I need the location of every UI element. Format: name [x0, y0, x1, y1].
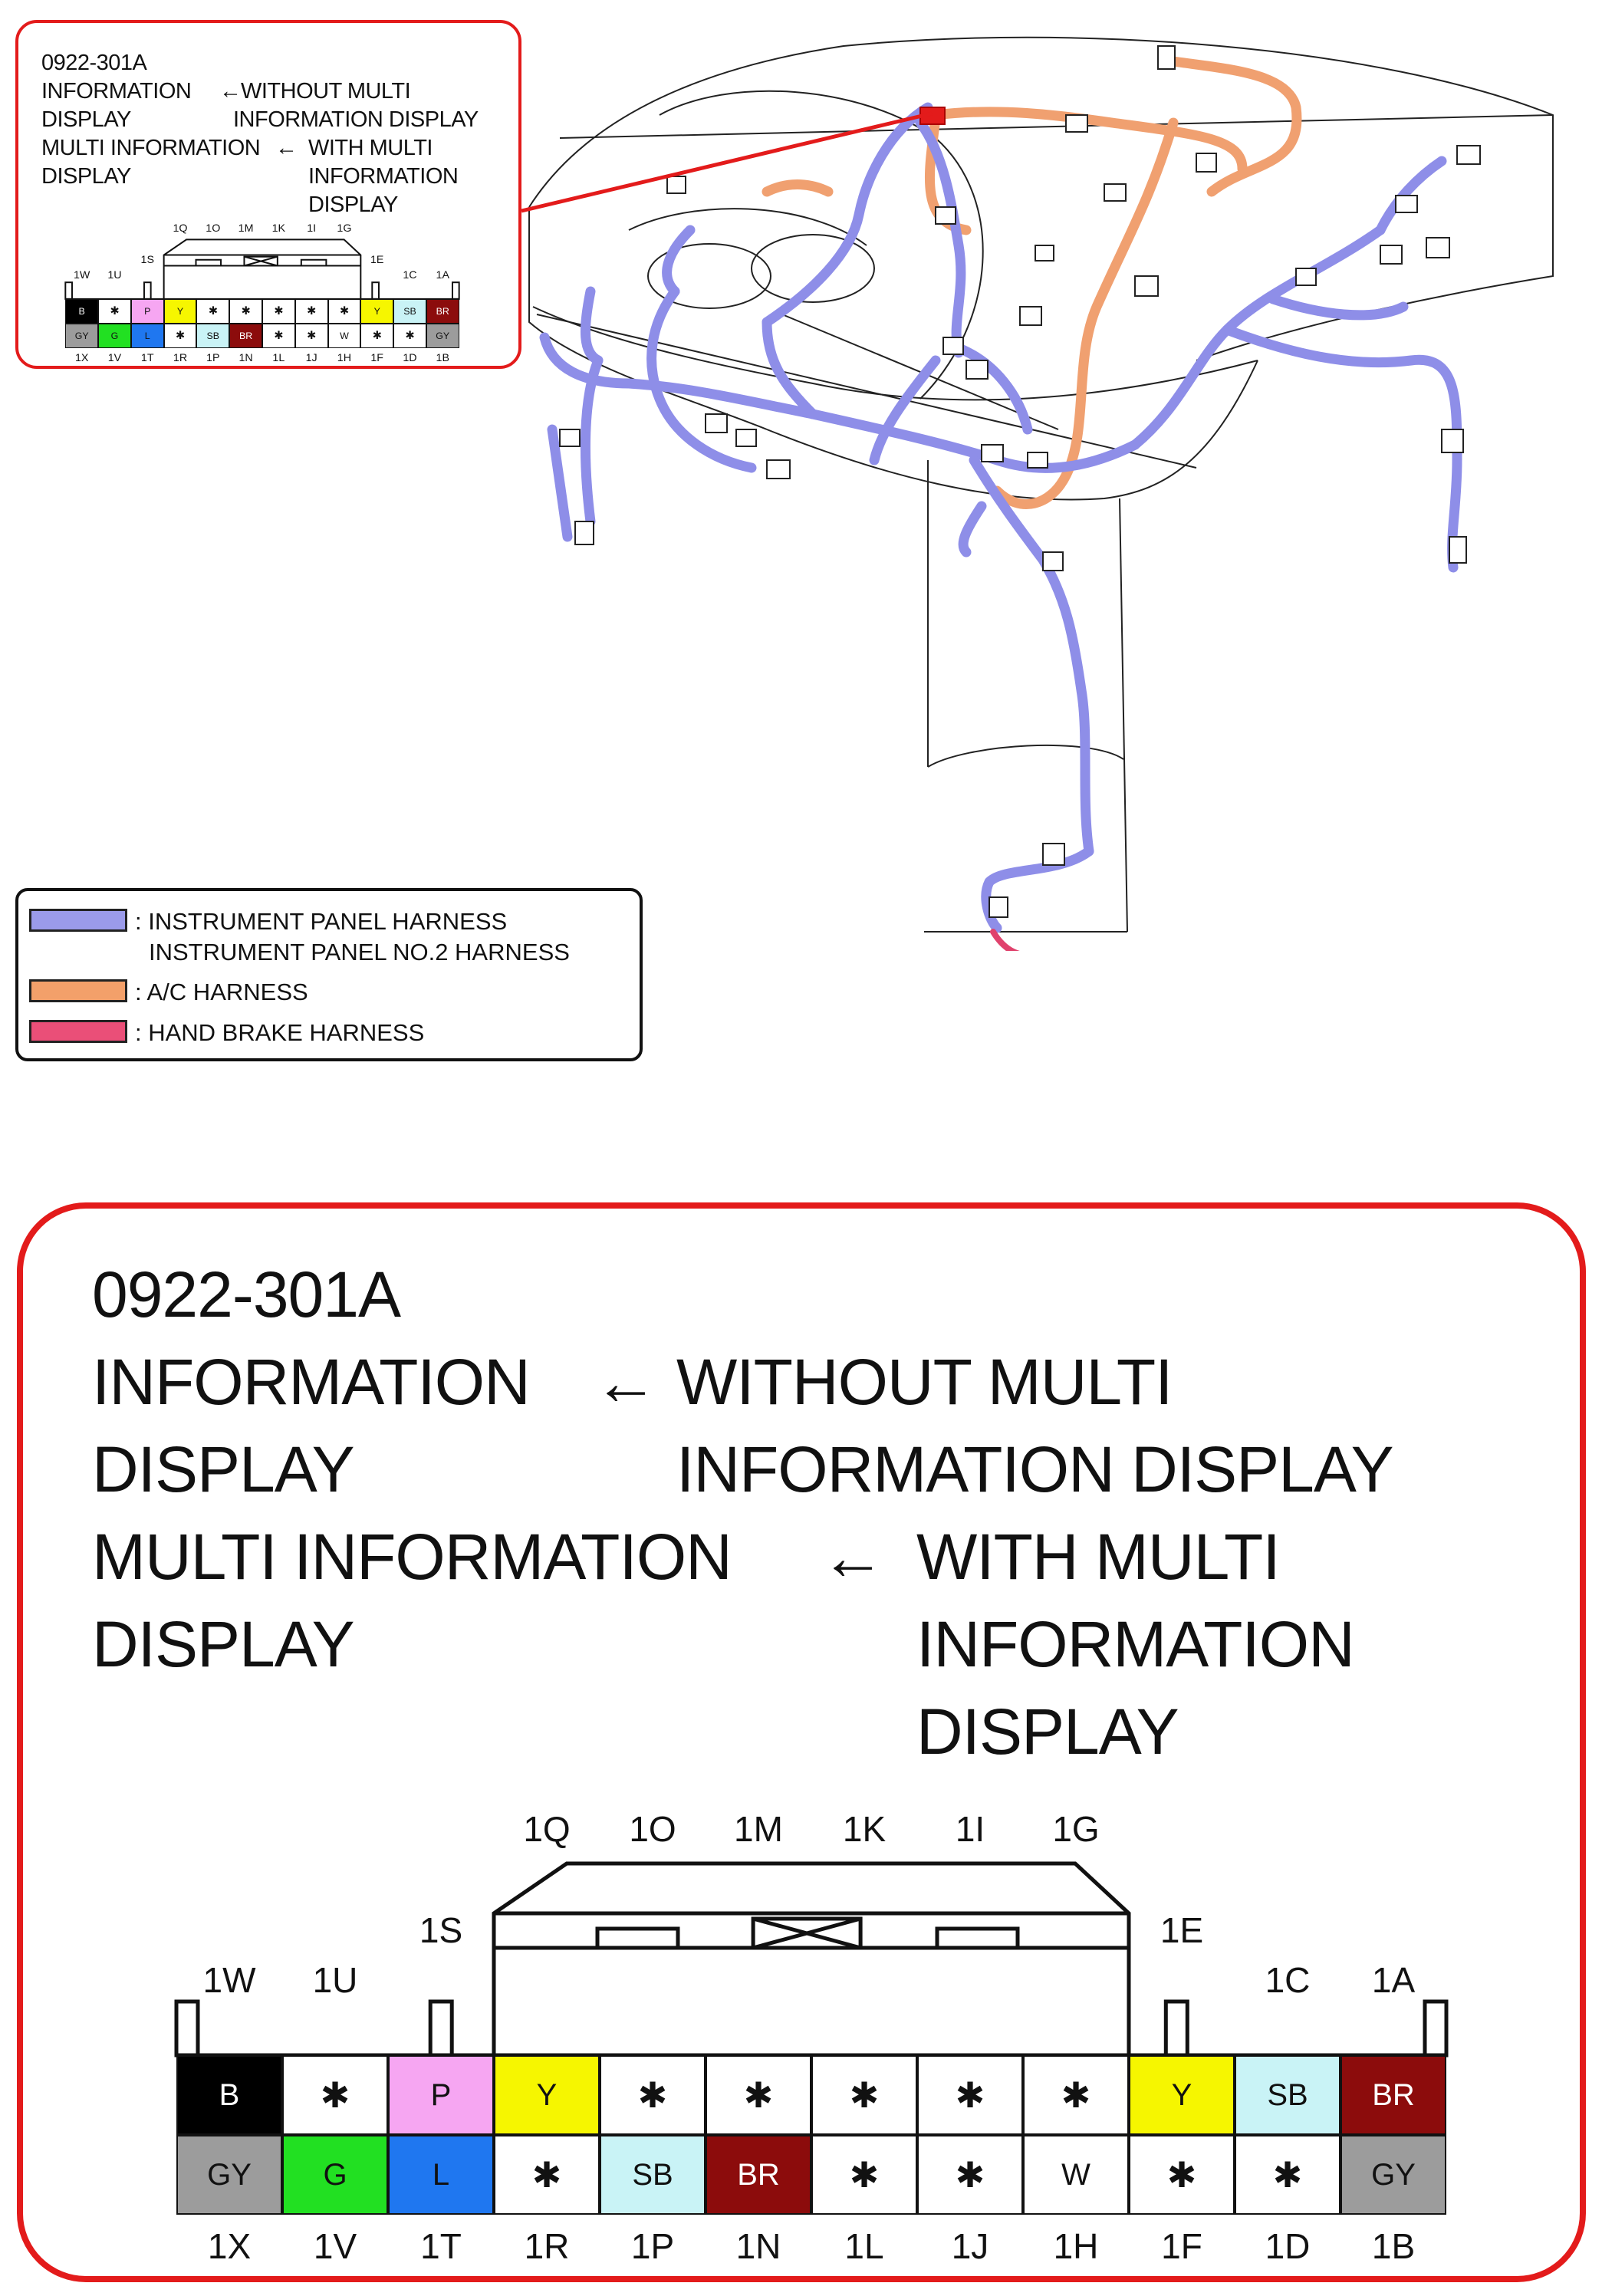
connector-pin-cell: ✱ [262, 299, 295, 324]
pin-label: 1I [955, 1809, 985, 1849]
pin-label: 1A [1371, 1960, 1416, 2000]
housing-latch [1425, 2002, 1446, 2055]
housing-outline [494, 1863, 1129, 2055]
pin-label: 1D [1265, 2226, 1311, 2266]
legend-label: : HAND BRAKE HARNESS [135, 1019, 425, 1046]
connector-pin-cell: ✱ [1129, 2135, 1235, 2215]
pin-label: 1Q [173, 222, 188, 235]
connector-pin-cell: G [282, 2135, 388, 2215]
housing-slot [937, 1929, 1018, 1948]
connector-pin-cell: Y [1129, 2055, 1235, 2135]
housing-latch [452, 282, 459, 299]
connector-pin-cell: ✱ [328, 299, 361, 324]
housing-latch [65, 282, 72, 299]
callout-row2-right: INFORMATION DISPLAY [676, 1433, 1393, 1505]
connector-pin-cell: G [98, 324, 131, 348]
callout-small-row3-left: MULTI INFORMATION [41, 136, 261, 160]
connector-pin-cell: ✱ [494, 2135, 600, 2215]
pin-label: 1P [630, 2226, 675, 2266]
callout-large [17, 1202, 1586, 2282]
housing-latch [1166, 2002, 1187, 2055]
pin-label: 1B [1371, 2226, 1416, 2266]
connector-pin-cell: P [131, 299, 164, 324]
callout-row3-right: WITH MULTI [916, 1521, 1280, 1593]
pin-label: 1Q [523, 1809, 571, 1849]
pin-label: 1D [403, 351, 417, 364]
connector-pin-cell: ✱ [295, 324, 328, 348]
connector-pin-cell: ✱ [196, 299, 229, 324]
callout-code: 0922-301A [92, 1258, 401, 1331]
pin-label: 1J [951, 2226, 989, 2266]
legend-swatch-blue [29, 909, 127, 932]
pin-label: 1K [271, 222, 286, 235]
housing-latch [430, 2002, 452, 2055]
callout-small-row2-right: INFORMATION DISPLAY [233, 107, 479, 132]
legend-item-ac [29, 977, 308, 1008]
legend-label: INSTRUMENT PANEL NO.2 HARNESS [149, 939, 570, 965]
connector-pin-cell: GY [1340, 2135, 1446, 2215]
connector-pin-cell: ✱ [811, 2135, 917, 2215]
connector-pin-cell: ✱ [1235, 2135, 1340, 2215]
connector-pin-cell: ✱ [282, 2055, 388, 2135]
housing-lock-cross [753, 1919, 860, 1948]
connector-pin-cell: W [328, 324, 361, 348]
connector-pin-cell: ✱ [811, 2055, 917, 2135]
callout-row3-arrow: ← [821, 1521, 884, 1593]
callout-row1-right: WITHOUT MULTI [676, 1346, 1173, 1418]
connector-pin-cell: ✱ [164, 324, 197, 348]
pin-label: 1O [206, 222, 221, 235]
pin-label: 1U [312, 1960, 358, 2000]
connector-pin-cell: BR [1340, 2055, 1446, 2135]
connector-pin-cell: Y [164, 299, 197, 324]
pin-label: 1C [403, 269, 417, 282]
connector-pin-cell: W [1023, 2135, 1129, 2215]
callout-row3-left: MULTI INFORMATION [92, 1521, 732, 1593]
pin-label: 1S [419, 1910, 463, 1950]
connector-pin-cell: SB [196, 324, 229, 348]
pin-label: 1N [735, 2226, 781, 2266]
connector-pin-cell: ✱ [393, 324, 426, 348]
pin-label: 1N [238, 351, 253, 364]
connector-pin-cell: Y [494, 2055, 600, 2135]
connector-pin-cell: SB [393, 299, 426, 324]
housing-outline [164, 239, 361, 299]
pin-label: 1H [1053, 2226, 1099, 2266]
callout-small-row2-left: DISPLAY [41, 107, 131, 132]
connector-pin-cell: ✱ [98, 299, 131, 324]
callout-small-row3-arrow: ← [275, 136, 298, 160]
connector-pin-cell: ✱ [229, 299, 262, 324]
housing-latch [372, 282, 379, 299]
callout-small-row4-right: INFORMATION [308, 164, 459, 189]
pin-label: 1W [73, 269, 90, 282]
connector-pin-cell: B [176, 2055, 282, 2135]
connector-pin-cell: ✱ [360, 324, 393, 348]
pin-label: 1C [1265, 1960, 1311, 2000]
callout-row2-left: DISPLAY [92, 1433, 354, 1505]
connector-pin-cell: GY [176, 2135, 282, 2215]
pin-label: 1L [272, 351, 285, 364]
pin-label: 1V [107, 351, 122, 364]
legend-swatch-red [29, 1020, 127, 1043]
connector-pin-cell: Y [360, 299, 393, 324]
pin-label: 1U [107, 269, 122, 282]
callout-row4-right: INFORMATION [916, 1608, 1354, 1680]
connector-pin-cell: BR [229, 324, 262, 348]
pin-label: 1L [844, 2226, 884, 2266]
callout-small-code: 0922-301A [41, 51, 147, 75]
callout-row5-right: DISPLAY [916, 1696, 1179, 1768]
connector-pin-cell: BR [426, 299, 459, 324]
housing-slot [196, 260, 221, 266]
callout-row4-left: DISPLAY [92, 1608, 354, 1680]
callout-small-row5-right: DISPLAY [308, 192, 398, 217]
pin-label: 1G [1052, 1809, 1100, 1849]
connector-pin-cell: ✱ [600, 2055, 706, 2135]
housing-latch [176, 2002, 198, 2055]
callout-small [15, 20, 521, 369]
housing-slot [597, 1929, 678, 1948]
pin-label: 1B [436, 351, 449, 364]
pin-label: 1T [140, 351, 154, 364]
pin-label: 1T [420, 2226, 462, 2266]
pin-label: 1S [140, 254, 154, 266]
housing-latch [144, 282, 151, 299]
connector-pin-cell: ✱ [262, 324, 295, 348]
callout-small-row1-right: WITHOUT MULTI [241, 79, 411, 104]
pin-label: 1J [305, 351, 317, 364]
connector-pin-cell: GY [426, 324, 459, 348]
connector-pin-cell: B [65, 299, 98, 324]
callout-row1-arrow: ← [594, 1346, 657, 1418]
legend-item-hand-brake [29, 1018, 424, 1048]
connector-pin-cell: L [388, 2135, 494, 2215]
connector-pin-cell: P [388, 2055, 494, 2135]
pin-label: 1M [734, 1809, 783, 1849]
connector-pin-cell: GY [65, 324, 98, 348]
pin-label: 1G [337, 222, 352, 235]
pin-label: 1V [313, 2226, 357, 2266]
connector-pin-cell: L [131, 324, 164, 348]
pin-label: 1A [436, 269, 449, 282]
pin-label: 1K [842, 1809, 887, 1849]
legend-label: : INSTRUMENT PANEL HARNESS [135, 908, 508, 935]
callout-small-row4-left: DISPLAY [41, 164, 131, 189]
pin-label: 1E [370, 254, 384, 266]
pin-label: 1X [74, 351, 89, 364]
connector-pin-cell: SB [1235, 2055, 1340, 2135]
connector-pin-cell: ✱ [706, 2055, 811, 2135]
pin-label: 1X [207, 2226, 252, 2266]
callout-small-row1-left: INFORMATION [41, 79, 192, 104]
connector-pin-cell: ✱ [917, 2135, 1023, 2215]
housing-slot [301, 260, 327, 266]
callout-small-row1-arrow: ← [219, 79, 242, 104]
connector-diagram [153, 1809, 1457, 2266]
housing-lock-cross [244, 257, 277, 266]
pin-label: 1R [524, 2226, 570, 2266]
pin-label: 1I [307, 222, 317, 235]
connector-pin-cell: BR [706, 2135, 811, 2215]
pin-label: 1W [202, 1960, 256, 2000]
callout-small-row3-right: WITH MULTI [308, 136, 433, 160]
legend-label: : A/C HARNESS [135, 979, 308, 1005]
pin-label: 1F [370, 351, 384, 364]
connector-pin-cell: ✱ [295, 299, 328, 324]
pin-label: 1R [173, 351, 188, 364]
pin-label: 1F [1161, 2226, 1202, 2266]
callout-row1-left: INFORMATION [92, 1346, 530, 1418]
connector-pin-cell: SB [600, 2135, 706, 2215]
legend-item-instrument-panel [29, 906, 570, 968]
pin-label: 1E [1160, 1910, 1204, 1950]
connector-diagram-small [58, 222, 488, 364]
connector-pin-cell: ✱ [917, 2055, 1023, 2135]
legend-swatch-orange [29, 979, 127, 1002]
pin-label: 1M [238, 222, 254, 235]
harness-legend [15, 888, 643, 1061]
pin-label: 1O [629, 1809, 676, 1849]
connector-pin-cell: ✱ [1023, 2055, 1129, 2135]
pin-label: 1P [206, 351, 220, 364]
pin-label: 1H [337, 351, 352, 364]
